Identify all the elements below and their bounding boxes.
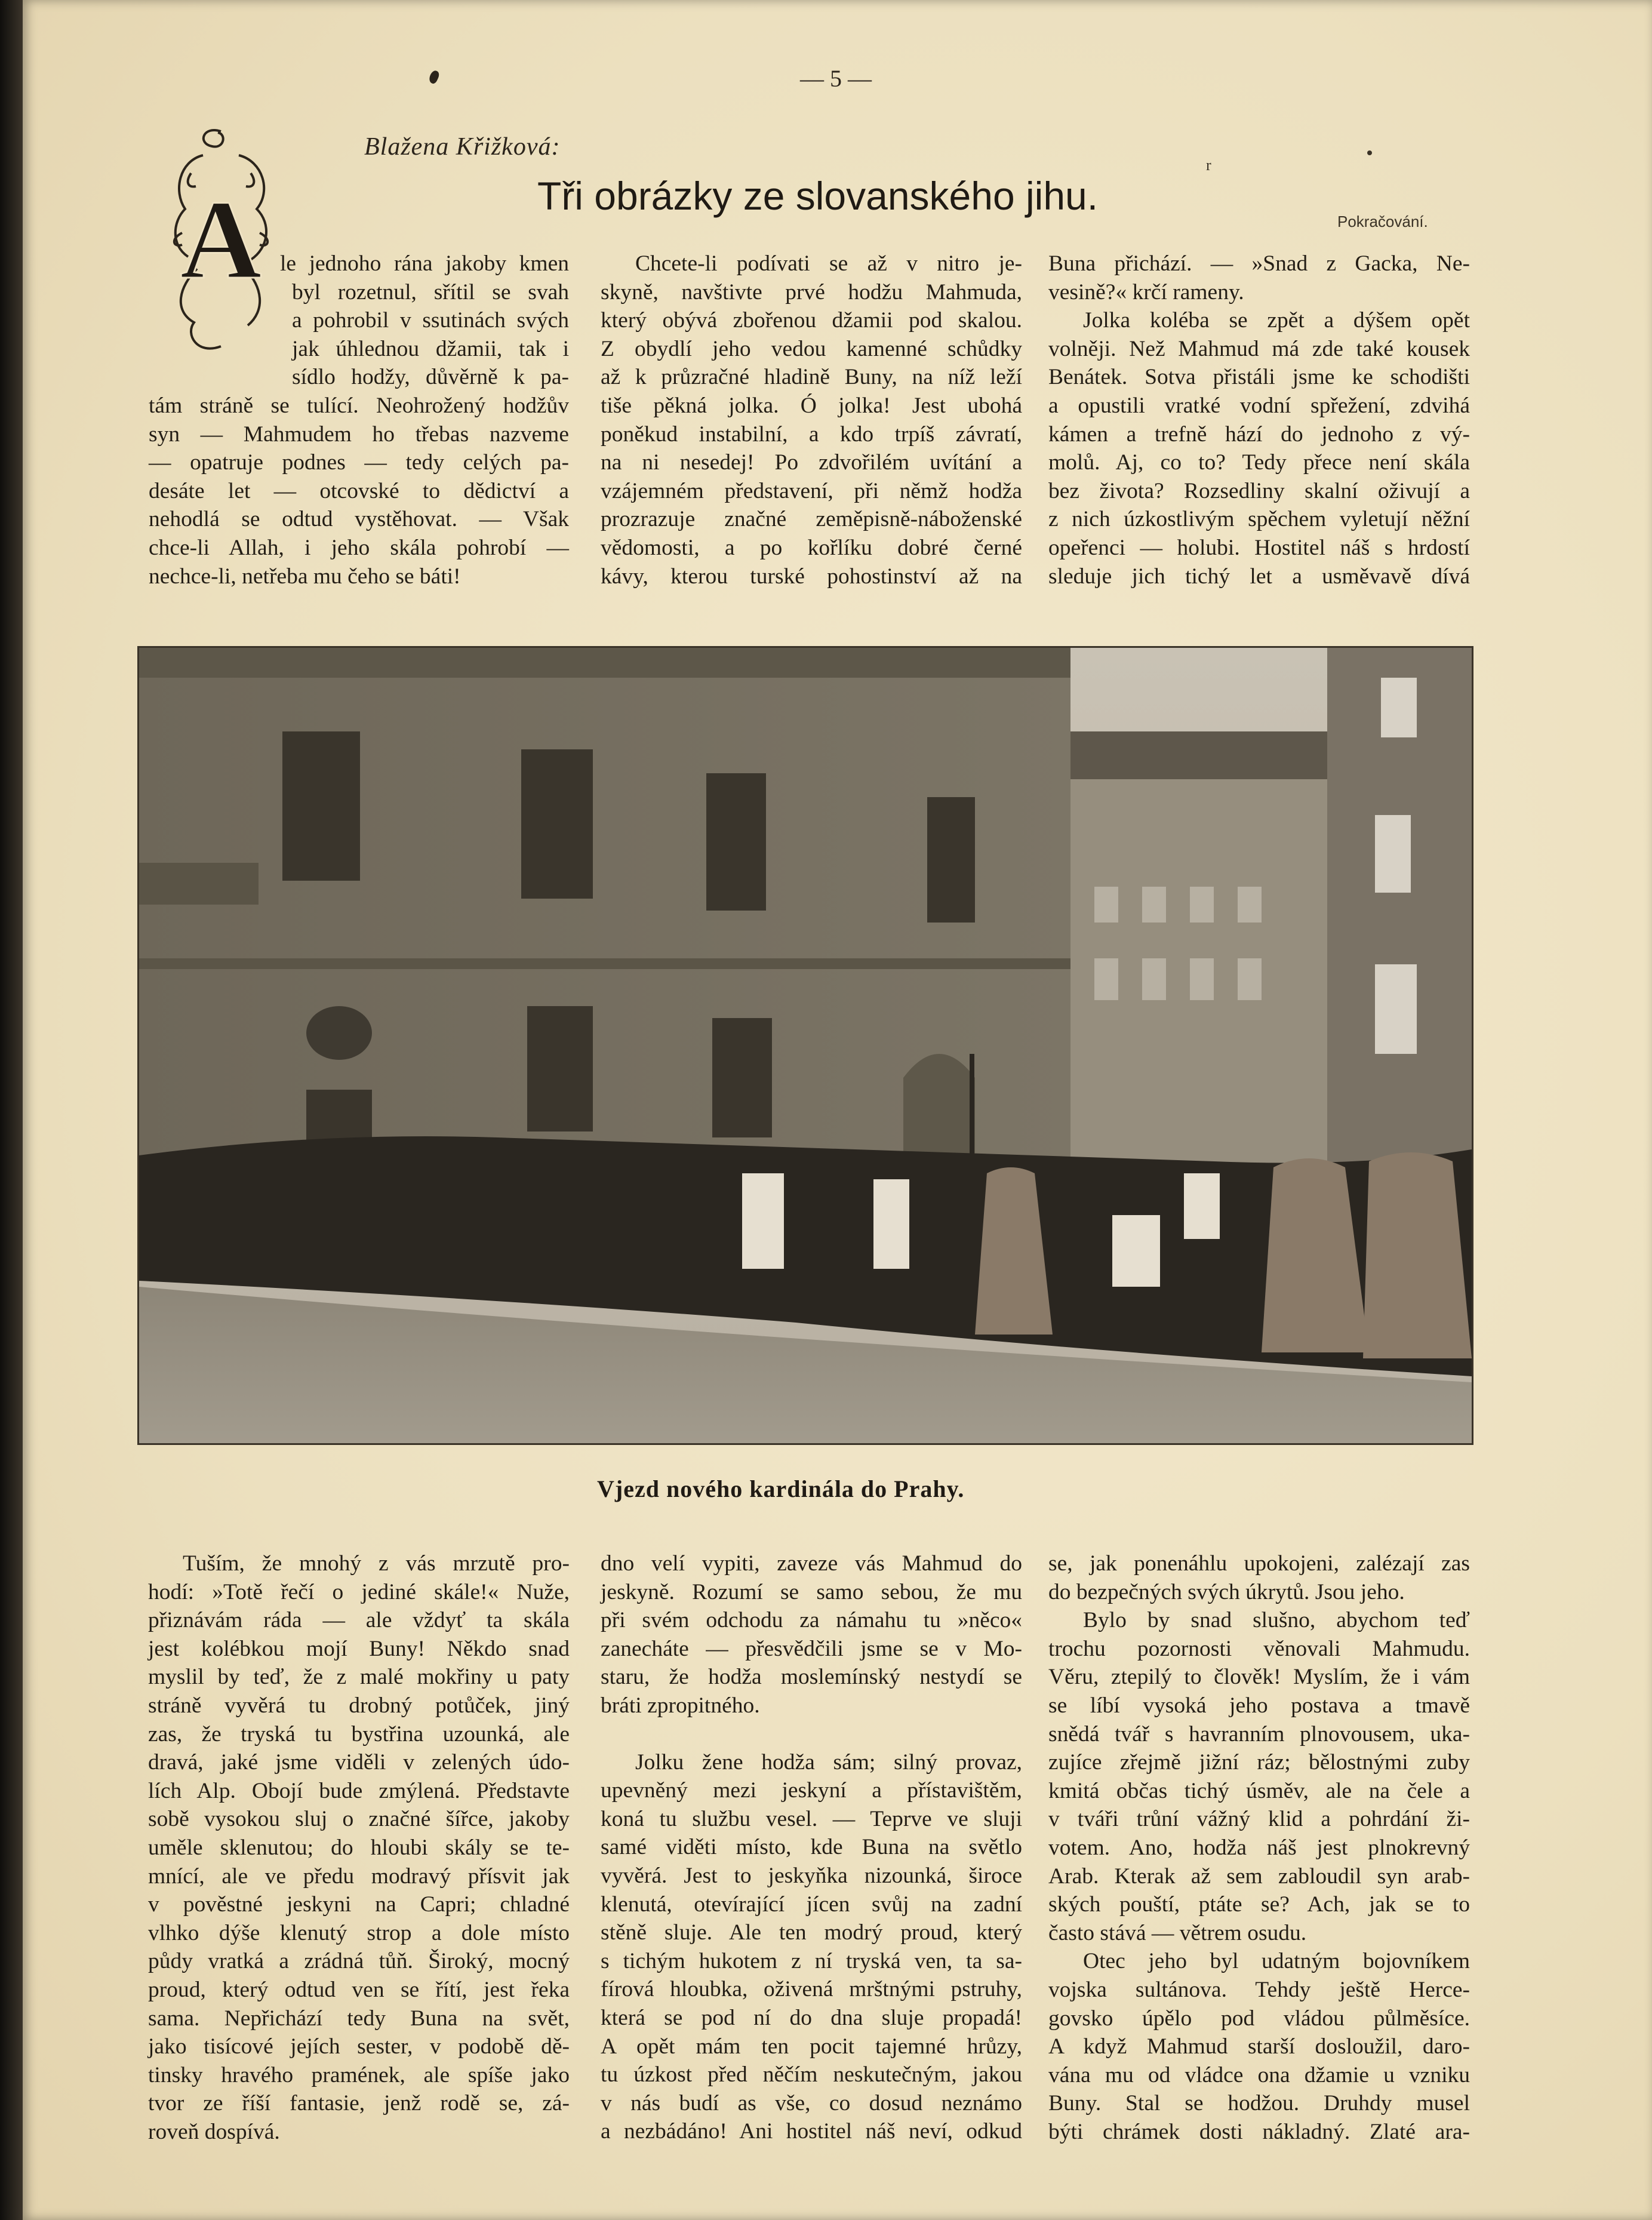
text-line: stráně vyvěrá tu drobný potůček, jiný [148,1693,570,1718]
text-line: z nich úzkostlivým spěchem vyletují něžní [1048,507,1470,532]
text-line: koná tu službu vesel. — Teprve ve sluji [601,1806,1022,1831]
page-number: — 5 — [800,65,872,92]
text-line: lích Alp. Obojí bude zmýlená. Představte [148,1778,570,1803]
stray-dot [1367,150,1372,155]
text-line: býti chrámek dosti nákladný. Zlaté ara- [1048,2119,1470,2144]
text-line: tám stráně se tulící. Neohrožený hodžův [149,393,569,418]
text-line: prozrazuje značné zeměpisně-náboženské [601,507,1022,532]
text-line: le jednoho rána jakoby kmen [280,251,569,276]
bottom-column-3 [1048,1549,1470,2146]
text-line: dno velí vypiti, zaveze vás Mahmud do [601,1551,1022,1576]
text-line: kávy, kterou turské pohostinství až na [601,564,1022,589]
text-line: Buna přichází. — »Snad z Gacka, Ne- [1048,251,1470,276]
text-line: se líbí vysoká jeho postava a tmavě [1048,1693,1470,1718]
text-line: sídlo hodžy, důvěrně k pa- [292,365,569,390]
top-column-3 [1048,250,1470,591]
page-binding-edge [0,0,23,2220]
text-line: chce-li Allah, i jeho skála pohrobí — [149,535,569,560]
text-line: a opustili vratké vodní spřežení, zdvihá [1048,393,1470,418]
text-line: v nás budí as vše, co dosud neznámo [601,2090,1022,2116]
text-line: hodí: »Totě řečí o jediné skále!« Nuže, [148,1579,570,1604]
text-line: snědá tvář s havranním plnovousem, uka- [1048,1721,1470,1747]
text-line: vědomosti, a po kořlíku dobré černé [601,535,1022,560]
photo-scene [139,648,1472,1443]
paragraph-gap [601,1720,1022,1748]
text-line: opeřenci — holubi. Hostitel náš s hrdostí [1048,535,1470,560]
text-line: upevněný mezi jeskyní a přístavištěm, [601,1778,1022,1803]
text-line: nehodlá se odtud vystěhovat. — Však [149,507,569,532]
text-line: A opět mám ten pocit tajemné hrůzy, [601,2034,1022,2059]
text-line: staru, že hodža moslemínský nestydí se [601,1665,1022,1690]
text-line: s tichým hukotem z ní tryská ven, ta sa- [601,1948,1022,1973]
text-line: proud, který odtud ven se řítí, jest řeka [148,1977,570,2002]
text-line: který obývá zbořenou džamii pod skalou. [601,308,1022,333]
text-line: půdy vratká a zrádná tůň. Široký, mocný [148,1949,570,1974]
text-line: Z obydlí jeho vedou kamenné schůdky [601,336,1022,361]
text-line: často stává — větrem osudu. [1048,1920,1307,1945]
text-line: dravá, jaké jsme viděli v zelených údo- [148,1750,570,1775]
text-line: a pohrobil v ssutinách svých [292,308,569,333]
text-line: Arab. Kterak až sem zabloudil syn arab- [1048,1864,1470,1889]
text-line: Buny. Stal se hodžou. Druhdy musel [1048,2091,1470,2116]
text-line: bráti zpropitného. [601,1693,760,1718]
continued-label: Pokračování. [1337,213,1428,230]
text-line: vesině?« krčí rameny. [1048,279,1244,305]
text-line: zas, že tryská tu bystřina uzounká, ale [148,1721,570,1747]
text-line: skyně, navštivte prvé hodžu Mahmuda, [601,279,1022,305]
text-line: která se pod ní do dna sluje propadá! [601,2005,1022,2030]
text-line: uměle sklenutou; do hloubi skály se te- [148,1835,570,1860]
text-line: nechce-li, netřeba mu čeho se báti! [149,564,461,589]
text-line: roveň dospívá. [148,2119,280,2144]
text-line: zujíce zřejmě jižní ráz; bělostnými zuby [1048,1750,1470,1775]
text-line: stěně sluje. Ale ten modrý proud, který [601,1920,1022,1945]
text-line: Otec jeho byl udatným bojovníkem [1083,1949,1470,1974]
text-line: a nezbádáno! Ani hostitel náš neví, odkud [601,2119,1022,2144]
text-line: až k průzračné hladině Buny, na níž leží [601,365,1022,390]
text-line: sobě vysokou sluj o značné šířce, jakoby [148,1807,570,1832]
text-line: Jolka koléba se zpět a dýšem opět [1083,308,1470,333]
text-line: poněkud instabilní, a kdo trpíš závratí, [601,422,1022,447]
text-line: přiznávám ráda — ale vždyť ta skála [148,1608,570,1633]
text-line: samé viděti místo, kde Buna na světlo [601,1835,1022,1860]
text-line: klenutá, otevírající jícen svůj na zadní [601,1892,1022,1917]
text-line: bez života? Rozsedliny skalní oživují a [1048,478,1470,503]
text-line: se, jak ponenáhlu upokojeni, zalézají zas [1048,1551,1470,1576]
text-line: na ni nesedej! Po zdvořilém uvítání a [601,450,1022,475]
text-line: v tváři trůní vážný klid a pohrdání ži- [1048,1807,1470,1832]
procession-photograph [137,646,1473,1445]
text-line: molů. Aj, co to? Tedy přece není skála [1048,450,1470,475]
text-line: vyvěrá. Jest to jeskyňka nizounká, široce [601,1863,1022,1888]
photo-caption: Vjezd nového kardinála do Prahy. [597,1475,965,1502]
text-line: jest kolébkou mojí Buny! Někdo snad [148,1636,570,1661]
text-line: Jolku žene hodža sám; silný provaz, [635,1749,1022,1775]
text-line: zanecháte — přesvědčili jsme se v Mo- [601,1636,1022,1661]
text-line: do bezpečných svých úkrytů. Jsou jeho. [1048,1579,1405,1604]
text-line: sleduje jich tichý let a usměvavě dívá [1048,564,1470,589]
text-line: jak úhlednou džamii, tak i [292,336,569,361]
text-line: tiše pěkná jolka. Ó jolka! Jest ubohá [601,393,1022,418]
text-line: kmitá občas tichý úsměv, ale na čele a [1048,1778,1470,1803]
stray-mark: r [1206,156,1211,174]
top-column-1 [149,250,569,591]
text-line: Benátek. Sotva přistáli jsme ke schodišti [1048,365,1470,390]
text-line: syn — Mahmudem ho třebas nazveme [149,422,569,447]
text-line: jako tisícové jejích sester, v podobě dě- [148,2034,570,2059]
top-column-2 [601,250,1022,591]
text-line: volněji. Než Mahmud má zde také kousek [1048,336,1470,361]
bottom-column-1 [148,1549,570,2146]
text-line: tvor ze říší fantasie, jenž rodě se, zá- [148,2091,570,2116]
text-line: trochu pozornosti věnovali Mahmudu. [1048,1636,1470,1661]
text-line: myslil by teď, že z malé mokřiny u paty [148,1665,570,1690]
text-line: vána mu od vládce ona džamie u vzniku [1048,2062,1470,2087]
text-line: tu úzkost před něčím neskutečným, jakou [601,2062,1022,2087]
text-line: Bylo by snad slušno, abychom teď [1083,1608,1470,1633]
text-line: vzájemném představení, při němž hodža [601,478,1022,503]
text-line: při svém odchodu za námahu tu »něco« [601,1608,1022,1633]
text-line: A když Mahmud starší dosloužil, daro- [1048,2034,1470,2059]
text-line: tinsky hravého pramének, ale spíše jako [148,2062,570,2087]
text-line: byl rozetnul, sřítil se svah [292,279,569,305]
text-line: vojska sultánova. Tehdy ještě Herce- [1048,1977,1470,2002]
text-line: v pověstné jeskyni na Capri; chladné [148,1892,570,1917]
text-line: vlhko dýše klenutý strop a dole místo [148,1920,570,1945]
text-line: sama. Nepřichází tedy Buna na svět, [148,2006,570,2031]
article-title: Tři obrázky ze slovanského jihu. [537,174,1099,218]
text-line: Chcete-li podívati se až v nitro je- [635,251,1022,276]
text-line: govsko úpělo pod vládou půlměsíce. [1048,2006,1470,2031]
text-line: mnící, ale ve předu modravý přísvit jak [148,1864,570,1889]
text-line: votem. Ano, hodža náš jest plnokrevný [1048,1835,1470,1860]
text-line: — opatruje podnes — tedy celých pa- [149,450,569,475]
initial-letter: A [180,177,262,303]
text-line: fírová hloubka, oživená mrštnými pstruhy, [601,1977,1022,2002]
text-line: Tuším, že mnohý z vás mrzutě pro- [183,1551,570,1576]
bottom-column-2 [601,1549,1022,2146]
text-line: Věru, ztepilý to člověk! Myslím, že i vám [1048,1665,1470,1690]
text-line: kámen a trefně hází do jednoho z vý- [1048,422,1470,447]
text-line: ských pouští, ptáte se? Ach, jak se to [1048,1892,1470,1917]
author-name: Blažena Křižková: [364,133,561,161]
text-line: jeskyně. Rozumí se samo sebou, že mu [601,1579,1022,1604]
text-line: desáte let — otcovské to dědictví a [149,478,569,503]
